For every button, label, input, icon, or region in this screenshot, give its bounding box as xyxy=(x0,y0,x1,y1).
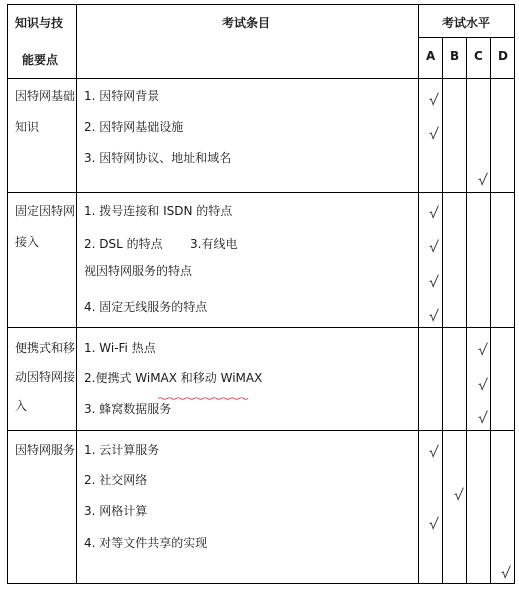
section4-item-3-check-a xyxy=(429,516,439,530)
table-border-top xyxy=(7,4,514,5)
section2-item-4-check-a xyxy=(429,308,439,322)
column-divider-2 xyxy=(418,4,419,584)
table-border-bottom xyxy=(7,583,514,584)
section3-item-2: 2.便携式 WiMAX 和移动 WiMAX xyxy=(84,371,263,385)
section2-item-1: 1. 拨号连接和 ISDN 的特点 xyxy=(84,204,233,218)
header-knowledge-line1: 知识与技 xyxy=(15,16,64,30)
section1-category-line1: 因特网基础 xyxy=(15,89,76,103)
level-divider-ab xyxy=(442,37,443,584)
section1-item-2-check-a xyxy=(429,126,439,140)
spellcheck-underline xyxy=(158,385,248,388)
level-a-label: A xyxy=(426,49,436,63)
section3-item-3: 3. 蜂窝数据服务 xyxy=(84,402,172,416)
level-d-label: D xyxy=(498,49,508,63)
section4-item-1-check-a xyxy=(429,444,439,458)
section2-category-line1: 固定因特网 xyxy=(15,204,76,218)
section3-item-3-check-c xyxy=(478,410,488,424)
section-divider-3 xyxy=(7,430,514,431)
table-border-right xyxy=(514,4,515,584)
level-b-label: B xyxy=(450,49,460,63)
section4-item-2-check-b xyxy=(454,487,464,501)
section3-item-2-check-c xyxy=(478,377,488,391)
section1-item-3-check-c xyxy=(478,172,488,186)
table-border-left xyxy=(7,4,8,584)
section4-category-line1: 因特网服务 xyxy=(15,443,76,457)
section3-category-line2: 动因特网接 xyxy=(15,370,76,384)
section1-category-line2: 知识 xyxy=(15,120,40,134)
section-divider-2 xyxy=(7,327,514,328)
column-divider-1 xyxy=(76,4,77,584)
section3-item-1: 1. Wi-Fi 热点 xyxy=(84,341,156,355)
section2-item-3a: 3.有线电 xyxy=(190,237,238,251)
section2-item-2-check-a xyxy=(429,239,439,253)
section4-item-3: 3. 网格计算 xyxy=(84,504,148,518)
section2-item-2: 2. DSL 的特点 xyxy=(84,237,163,251)
level-c-label: C xyxy=(474,49,483,63)
section3-category-line1: 便携式和移 xyxy=(15,341,76,355)
section3-item-1-check-c xyxy=(478,342,488,356)
section2-item-3b: 视因特网服务的特点 xyxy=(84,264,193,278)
section4-item-4-check-d xyxy=(501,565,511,579)
header-bottom-line xyxy=(7,78,514,79)
section1-item-3: 3. 因特网协议、地址和域名 xyxy=(84,151,232,165)
section4-item-4: 4. 对等文件共享的实现 xyxy=(84,536,208,550)
section-divider-1 xyxy=(7,192,514,193)
header-exam-items: 考试条目 xyxy=(222,16,271,30)
section1-item-1: 1. 因特网背景 xyxy=(84,89,160,103)
section2-item-1-check-a xyxy=(429,205,439,219)
section2-category-line2: 接入 xyxy=(15,235,40,249)
level-divider-bc xyxy=(466,37,467,584)
section2-item-3-check-a xyxy=(429,274,439,288)
section2-item-4: 4. 固定无线服务的特点 xyxy=(84,300,208,314)
section4-item-2: 2. 社交网络 xyxy=(84,473,148,487)
section4-item-1: 1. 云计算服务 xyxy=(84,443,160,457)
section1-item-2: 2. 因特网基础设施 xyxy=(84,120,184,134)
header-knowledge-line2: 能要点 xyxy=(22,53,59,67)
section3-category-line3: 入 xyxy=(15,399,28,413)
level-divider-cd xyxy=(490,37,491,584)
section1-item-1-check-a xyxy=(429,92,439,106)
header-exam-level: 考试水平 xyxy=(442,16,491,30)
